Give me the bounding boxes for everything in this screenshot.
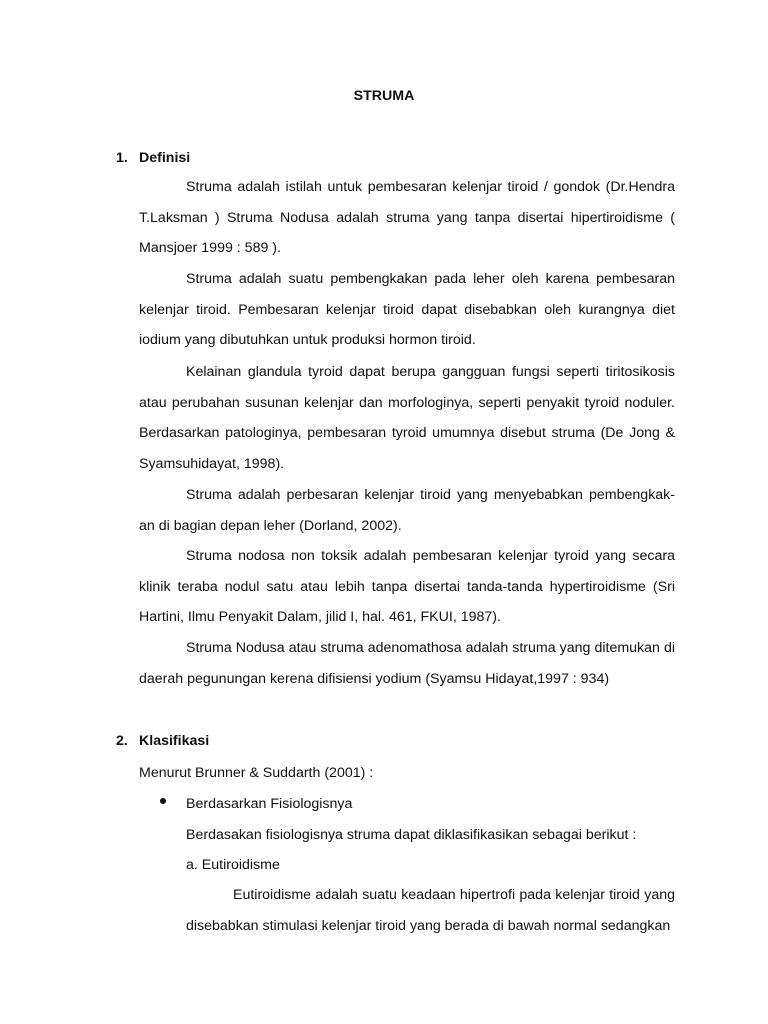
paragraph: Struma nodosa non toksik adalah pembesaran kelenjar tyroid yang secara klinik teraba nodul satu atau lebih tanpa disertai tanda-tanda hypertiroidisme (Sri Hartini, Ilmu Penyakit Dalam, jilid I, hal. 461, FKUI, 1987). xyxy=(139,548,675,626)
paragraph: Struma adalah perbesaran kelenjar tiroid yang menyebabkan pembengkak-an di bagian depan leher (Dorland, 2002). xyxy=(139,487,675,534)
section-heading-definisi xyxy=(116,148,190,168)
sub-heading: a. Eutiroidisme xyxy=(186,857,280,873)
section-title: Definisi xyxy=(139,150,191,166)
section-number: 1. xyxy=(116,150,128,166)
section-heading-klasifikasi xyxy=(116,731,209,751)
paragraph: Struma adalah suatu pembengkakan pada leher oleh karena pembesaran kelenjar tiroid. Pembesaran kelenjar tiroid dapat disebabkan oleh kurangnya diet iodium yang dibutuhkan untuk produksi hormon tiroid. xyxy=(139,271,675,349)
paragraph: Struma Nodusa atau struma adenomathosa adalah struma yang ditemukan di daerah pegunungan kerena difisiensi yodium (Syamsu Hidayat,1997 : 934) xyxy=(139,640,675,687)
section-intro: Menurut Brunner & Suddarth (2001) : xyxy=(139,765,374,781)
section-number: 2. xyxy=(116,733,128,749)
bullet-description: Berdasakan fisiologisnya struma dapat diklasifikasikan sebagai berikut : xyxy=(186,827,637,843)
paragraph: Kelainan glandula tyroid dapat berupa gangguan fungsi seperti tiritosikosis atau perubahan susunan kelenjar dan morfologinya, seperti penyakit tyroid noduler. Berdasarkan patologinya, pembesaran tyroid umumnya disebut struma (De Jong & Syamsuhidayat, 1998). xyxy=(139,364,675,473)
section-title: Klasifikasi xyxy=(139,733,210,749)
bullet-item: Berdasarkan Fisiologisnya xyxy=(186,796,353,812)
document-title: STRUMA xyxy=(353,88,415,104)
sub-paragraph: Eutiroidisme adalah suatu keadaan hipertrofi pada kelenjar tiroid yang disebabkan stimulasi kelenjar tiroid yang berada di bawah normal sedangkan xyxy=(186,887,675,934)
paragraph: Struma adalah istilah untuk pembesaran kelenjar tiroid / gondok (Dr.Hendra T.Laksman ) Struma Nodusa adalah struma yang tanpa disertai hipertiroidisme ( Mansjoer 1999 : 589 ). xyxy=(139,179,675,257)
bullet-icon xyxy=(160,798,166,804)
